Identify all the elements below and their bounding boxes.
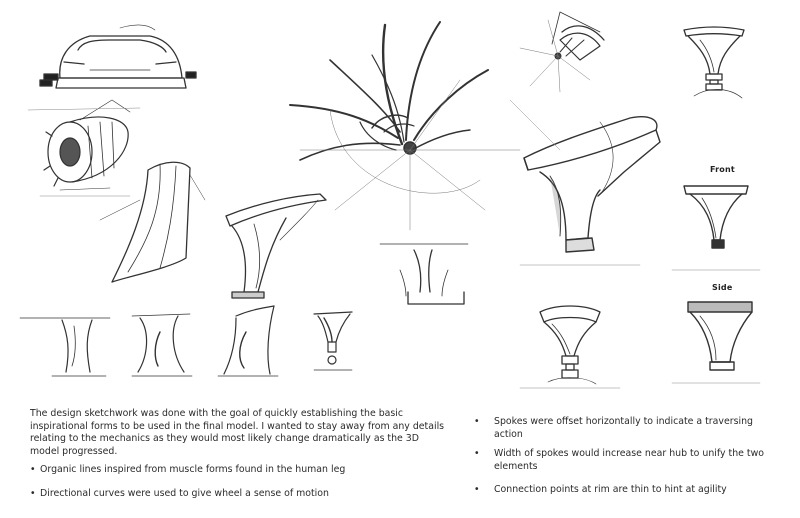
- rim-spoke-sketch-small: [520, 12, 604, 92]
- bullet-glyph: •: [474, 448, 480, 459]
- spoke-3d-sketch-a: [100, 162, 205, 282]
- bullet-text: Organic lines inspired from muscle forms found in the human leg: [40, 464, 346, 475]
- spoke-side-view-sketch: [688, 302, 752, 370]
- bullet-text: Spokes were offset horizontally to indicate a traversing action: [494, 416, 753, 440]
- spoke-front-view-sketch: [684, 186, 748, 248]
- spoke-hub-sketch: [540, 306, 600, 384]
- front-view-label: Front: [710, 165, 735, 174]
- bullet-text: Connection points at rim are thin to hint at agility: [494, 484, 727, 495]
- bullet-glyph: •: [30, 488, 36, 499]
- spoke-variation-3: [218, 306, 278, 376]
- turbine-sketch: [44, 100, 130, 190]
- spoke-variation-2: [132, 314, 192, 376]
- bullet-glyph: •: [474, 416, 480, 427]
- spoke-variation-4: [314, 312, 352, 370]
- spoke-3d-sketch-c: [226, 194, 326, 298]
- bullet-left-2: [30, 488, 450, 501]
- bullet-right-1: [474, 416, 774, 441]
- bullet-glyph: •: [30, 464, 36, 475]
- spoke-variation-1: [20, 318, 110, 376]
- bullet-left-1: [30, 464, 450, 477]
- bullet-right-3: [474, 484, 794, 497]
- spoke-simple-sketch: [380, 244, 468, 304]
- bullet-text: Directional curves were used to give wheel a sense of motion: [40, 488, 329, 499]
- spoke-3d-sketch-b: [524, 117, 660, 252]
- intro-paragraph: The design sketchwork was done with the goal of quickly establishing the basic inspirational forms to be used in the final model. I wanted to stay away from any details relating to the mechanics as they would most likely change dramatically as the 3D model progressed.: [30, 408, 445, 457]
- side-view-label: Side: [712, 283, 733, 292]
- spoke-front-sketch-top: [684, 27, 744, 98]
- bullet-glyph: •: [474, 484, 480, 495]
- car-front-sketch: [40, 25, 196, 88]
- bullet-text: Width of spokes would increase near hub to unify the two elements: [494, 448, 764, 472]
- bullet-right-2: [474, 448, 774, 473]
